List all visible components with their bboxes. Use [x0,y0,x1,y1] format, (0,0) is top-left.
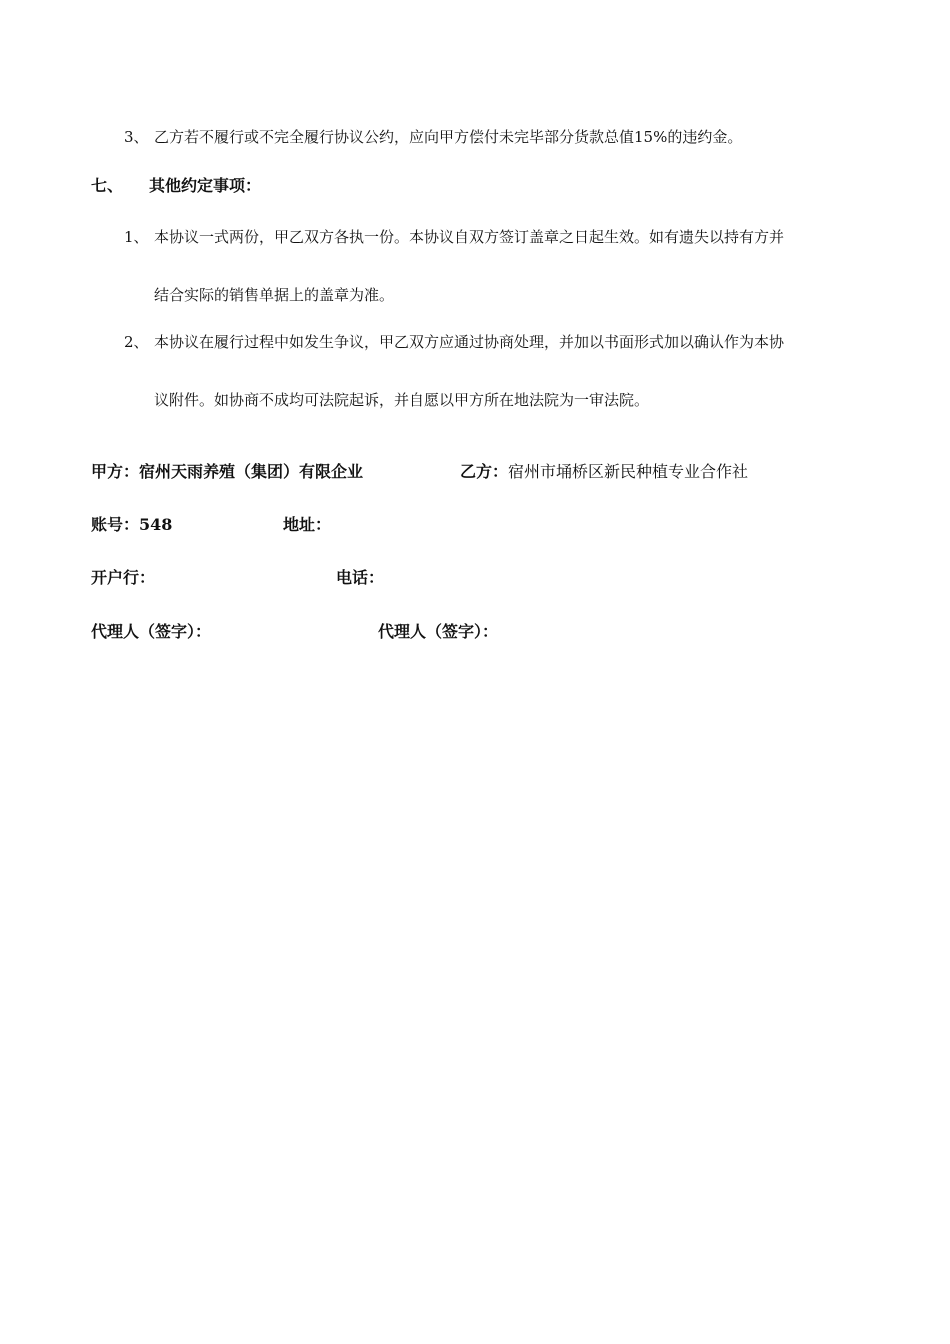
account-number: 账号：548 [91,515,173,534]
party-a [91,461,363,483]
clause-3 [124,127,742,147]
party-b-name: 宿州市埇桥区新民种植专业合作社 [508,462,749,481]
party-b-label: 乙方： [460,462,509,481]
agent-a-signature-label: 代理人（签字）： [91,622,212,641]
address-label: 地址： [283,515,332,534]
bank-label: 开户行： [91,568,156,587]
section-7-title: 其他约定事项： [149,176,262,195]
party-a-label: 甲方： [91,462,140,481]
section-7-heading [91,176,261,196]
item-2-number: 2、 [124,333,149,351]
item-2-line-1 [124,332,784,352]
item-1-text-1: 本协议一式两份，甲乙双方各执一份。本协议自双方签订盖章之日起生效。如有遗失以持有方并 [154,228,785,246]
section-7-number: 七、 [91,176,124,195]
item-1-line-2 [154,285,394,305]
item-1-line-1 [124,227,784,247]
item-2-text-2: 议附件。如协商不成均可法院起诉，并自愿以甲方所在地法院为一审法院。 [154,391,650,409]
party-a-name: 宿州天雨养殖（集团）有限企业 [139,462,364,481]
item-2-text-1: 本协议在履行过程中如发生争议，甲乙双方应通过协商处理，并加以书面形式加以确认作为本协 [154,333,785,351]
party-b [460,461,748,483]
agent-b-signature-label: 代理人（签字）： [378,622,499,641]
item-1-text-2: 结合实际的销售单据上的盖章为准。 [154,286,395,304]
clause-3-number: 3、 [124,128,149,146]
clause-3-text: 乙方若不履行或不完全履行协议公约，应向甲方偿付未完毕部分货款总值15%的违约金。 [154,128,743,146]
item-1-number: 1、 [124,228,149,246]
item-2-line-2 [154,390,649,410]
phone-label: 电话： [336,568,385,587]
